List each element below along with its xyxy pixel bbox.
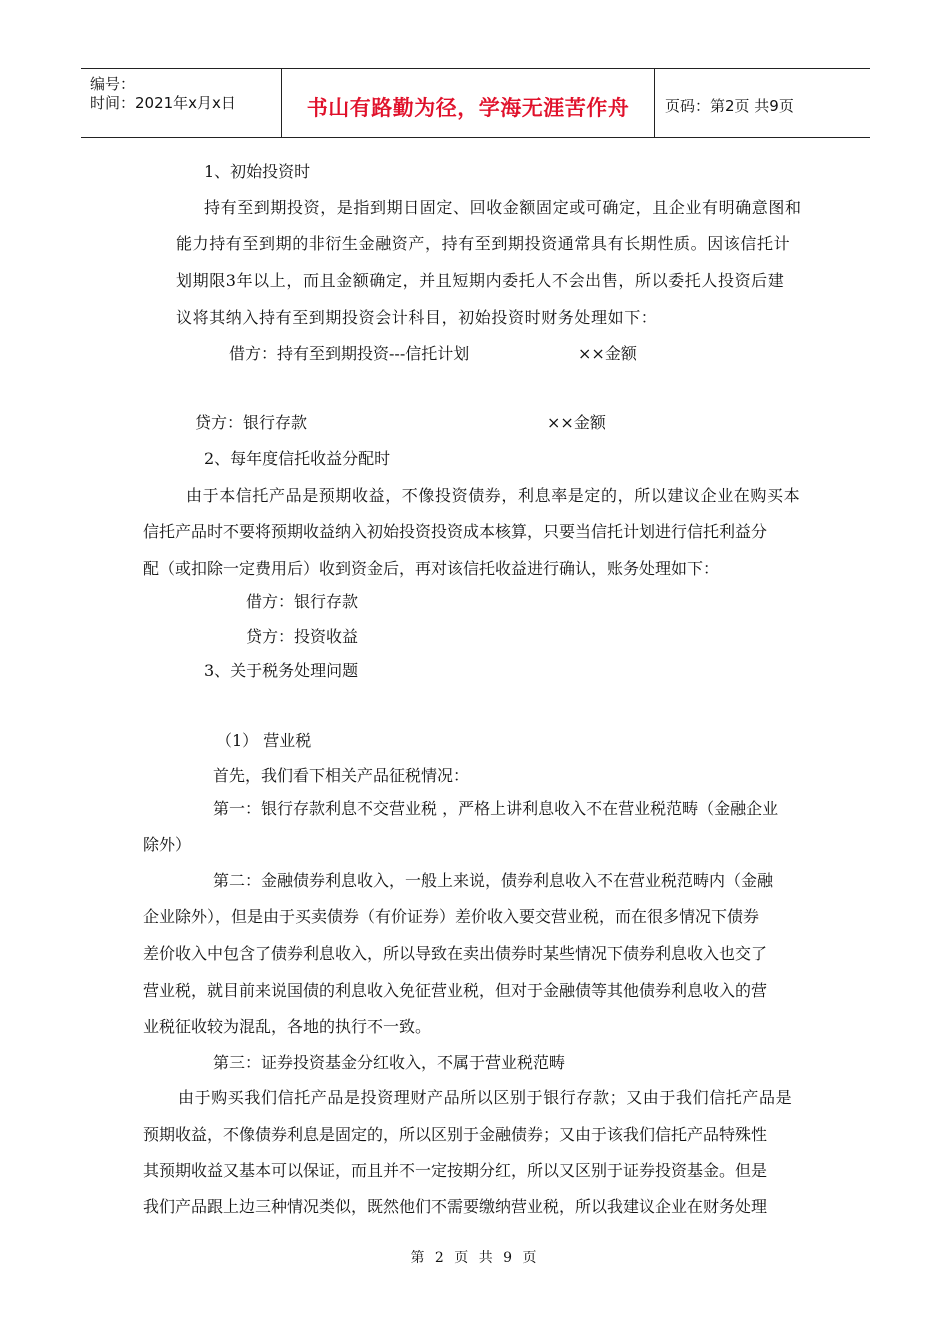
- header-motto: 书山有路勤为径，学海无涯苦作舟: [306, 96, 630, 120]
- journal-entry-credit: 贷方：投资收益: [246, 627, 359, 646]
- paragraph-line: 除外）: [143, 835, 192, 854]
- paragraph-line: 业税征收较为混乱，各地的执行不一致。: [143, 1017, 432, 1036]
- paragraph-line: 差价收入中包含了债券利息收入，所以导致在卖出债券时某些情况下债券利息收入也交了: [143, 944, 768, 963]
- paragraph-line: 持有至到期投资，是指到期日固定、回收金额固定或可确定，且企业有明确意图和: [204, 198, 802, 217]
- header-divider-right: [654, 69, 655, 137]
- header-page-label: 页码：第2页 共9页: [665, 97, 794, 115]
- document-header: [81, 68, 870, 138]
- section-heading: 2、每年度信托收益分配时: [204, 449, 391, 468]
- paragraph-line: 营业税，就目前来说国债的利息收入免征营业税，但对于金融债等其他债券利息收入的营: [143, 981, 768, 1000]
- paragraph-line: 我们产品跟上边三种情况类似，既然他们不需要缴纳营业税，所以我建议企业在财务处理: [143, 1197, 768, 1216]
- paragraph-line: 由于购买我们信托产品是投资理财产品所以区别于银行存款；又由于我们信托产品是: [178, 1088, 793, 1107]
- paragraph-line: 配（或扣除一定费用后）收到资金后，再对该信托收益进行确认，账务处理如下：: [143, 559, 720, 578]
- paragraph-line: 信托产品时不要将预期收益纳入初始投资投资成本核算，只要当信托计划进行信托利益分: [143, 522, 768, 541]
- paragraph-line: 第二：金融债券利息收入，一般上来说，债券利息收入不在营业税范畴内（金融: [213, 871, 774, 890]
- document-number-label: 编号：: [90, 75, 136, 93]
- journal-entry-amount: ××金额: [547, 413, 606, 432]
- document-time-label: 时间：2021年x月x日: [90, 94, 236, 112]
- subsection-heading: （1） 营业税: [216, 731, 312, 750]
- paragraph-line: 预期收益，不像债券利息是固定的，所以区别于金融债券；又由于该我们信托产品特殊性: [143, 1125, 768, 1144]
- paragraph-line: 能力持有至到期的非衍生金融资产，持有至到期投资通常具有长期性质。因该信托计: [176, 234, 791, 253]
- section-heading: 1、初始投资时: [204, 162, 311, 181]
- journal-entry-credit: 贷方：银行存款: [195, 413, 308, 432]
- paragraph-line: 第一：银行存款利息不交营业税 ，严格上讲利息收入不在营业税范畴（金融企业: [213, 799, 779, 818]
- journal-entry-debit: 借方：银行存款: [246, 592, 359, 611]
- header-divider-left: [281, 69, 282, 137]
- paragraph-line: 其预期收益又基本可以保证，而且并不一定按期分红，所以又区别于证券投资基金。但是: [143, 1161, 768, 1180]
- page-footer: 第 2 页 共 9 页: [410, 1250, 540, 1266]
- paragraph-line: 议将其纳入持有至到期投资会计科目，初始投资时财务处理如下：: [176, 308, 658, 327]
- section-heading: 3、关于税务处理问题: [204, 661, 359, 680]
- paragraph-line: 企业除外），但是由于买卖债券（有价证券）差价收入要交营业税，而在很多情况下债券: [143, 907, 760, 926]
- journal-entry-debit: 借方：持有至到期投资---信托计划: [229, 344, 470, 363]
- paragraph-line: 划期限3年以上，而且金额确定，并且短期内委托人不会出售，所以委托人投资后建: [176, 271, 785, 290]
- paragraph-line: 第三：证券投资基金分红收入，不属于营业税范畴: [213, 1053, 566, 1072]
- journal-entry-amount: ××金额: [578, 344, 637, 363]
- paragraph-line: 由于本信托产品是预期收益，不像投资债券，利息率是定的，所以建议企业在购买本: [186, 486, 801, 505]
- paragraph-line: 首先，我们看下相关产品征税情况：: [213, 766, 470, 785]
